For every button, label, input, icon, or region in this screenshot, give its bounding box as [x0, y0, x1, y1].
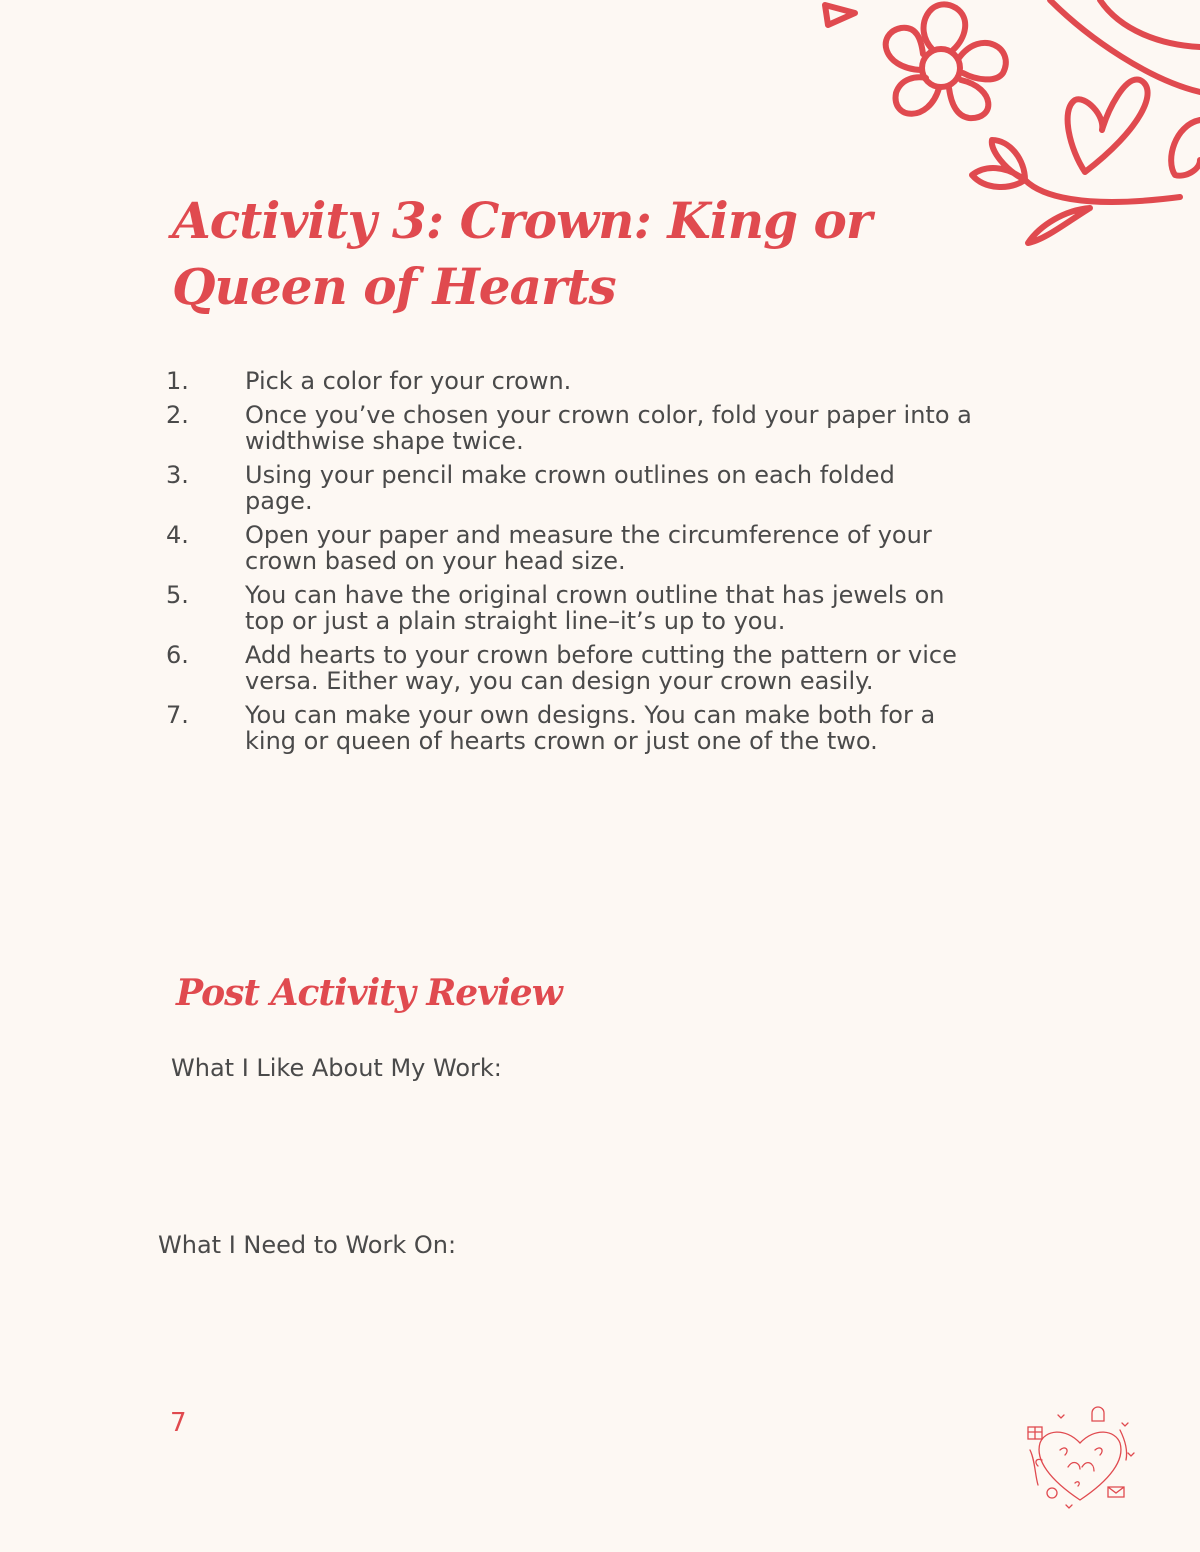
valentine-heart-badge-icon: [1020, 1405, 1140, 1515]
step-text: You can make your own designs. You can make both for a: [245, 700, 936, 729]
title-line: Activity 3: Crown: King or: [172, 191, 872, 250]
step-text: Pick a color for your crown.: [245, 367, 572, 395]
step-text: king or queen of hearts crown or just one of the two.: [245, 727, 878, 755]
step-text: Using your pencil make crown outlines on each folded: [245, 460, 895, 489]
step-number: 2.: [166, 400, 189, 429]
list-item: [0, 702, 1200, 755]
list-item: [0, 462, 1200, 515]
step-number: 3.: [166, 460, 189, 489]
step-text: page.: [245, 487, 313, 515]
step-number: 5.: [166, 580, 189, 609]
step-text: widthwise shape twice.: [245, 427, 524, 455]
activity-title: [172, 188, 871, 320]
title-line: Queen of Hearts: [172, 257, 616, 316]
list-item: [0, 522, 1200, 575]
step-text: Add hearts to your crown before cutting the pattern or vice: [245, 640, 957, 669]
like-label: What I Like About My Work:: [171, 1054, 502, 1082]
step-text: top or just a plain straight line–it’s up to you.: [245, 607, 786, 635]
page-number: 7: [170, 1408, 187, 1438]
list-item: [0, 368, 1200, 395]
list-item: [0, 582, 1200, 635]
list-item: [0, 402, 1200, 455]
list-item: [0, 642, 1200, 695]
step-number: 1.: [166, 367, 189, 395]
step-number: 7.: [166, 700, 189, 729]
review-heading: Post Activity Review: [176, 972, 562, 1014]
step-number: 4.: [166, 520, 189, 549]
need-label: What I Need to Work On:: [158, 1231, 457, 1259]
step-text: crown based on your head size.: [245, 547, 626, 575]
step-number: 6.: [166, 640, 189, 669]
step-text: You can have the original crown outline that has jewels on: [245, 580, 945, 609]
step-text: Open your paper and measure the circumference of your: [245, 520, 932, 549]
instruction-list: [0, 368, 1200, 762]
step-text: versa. Either way, you can design your crown easily.: [245, 667, 874, 695]
step-text: Once you’ve chosen your crown color, fold your paper into a: [245, 400, 972, 429]
